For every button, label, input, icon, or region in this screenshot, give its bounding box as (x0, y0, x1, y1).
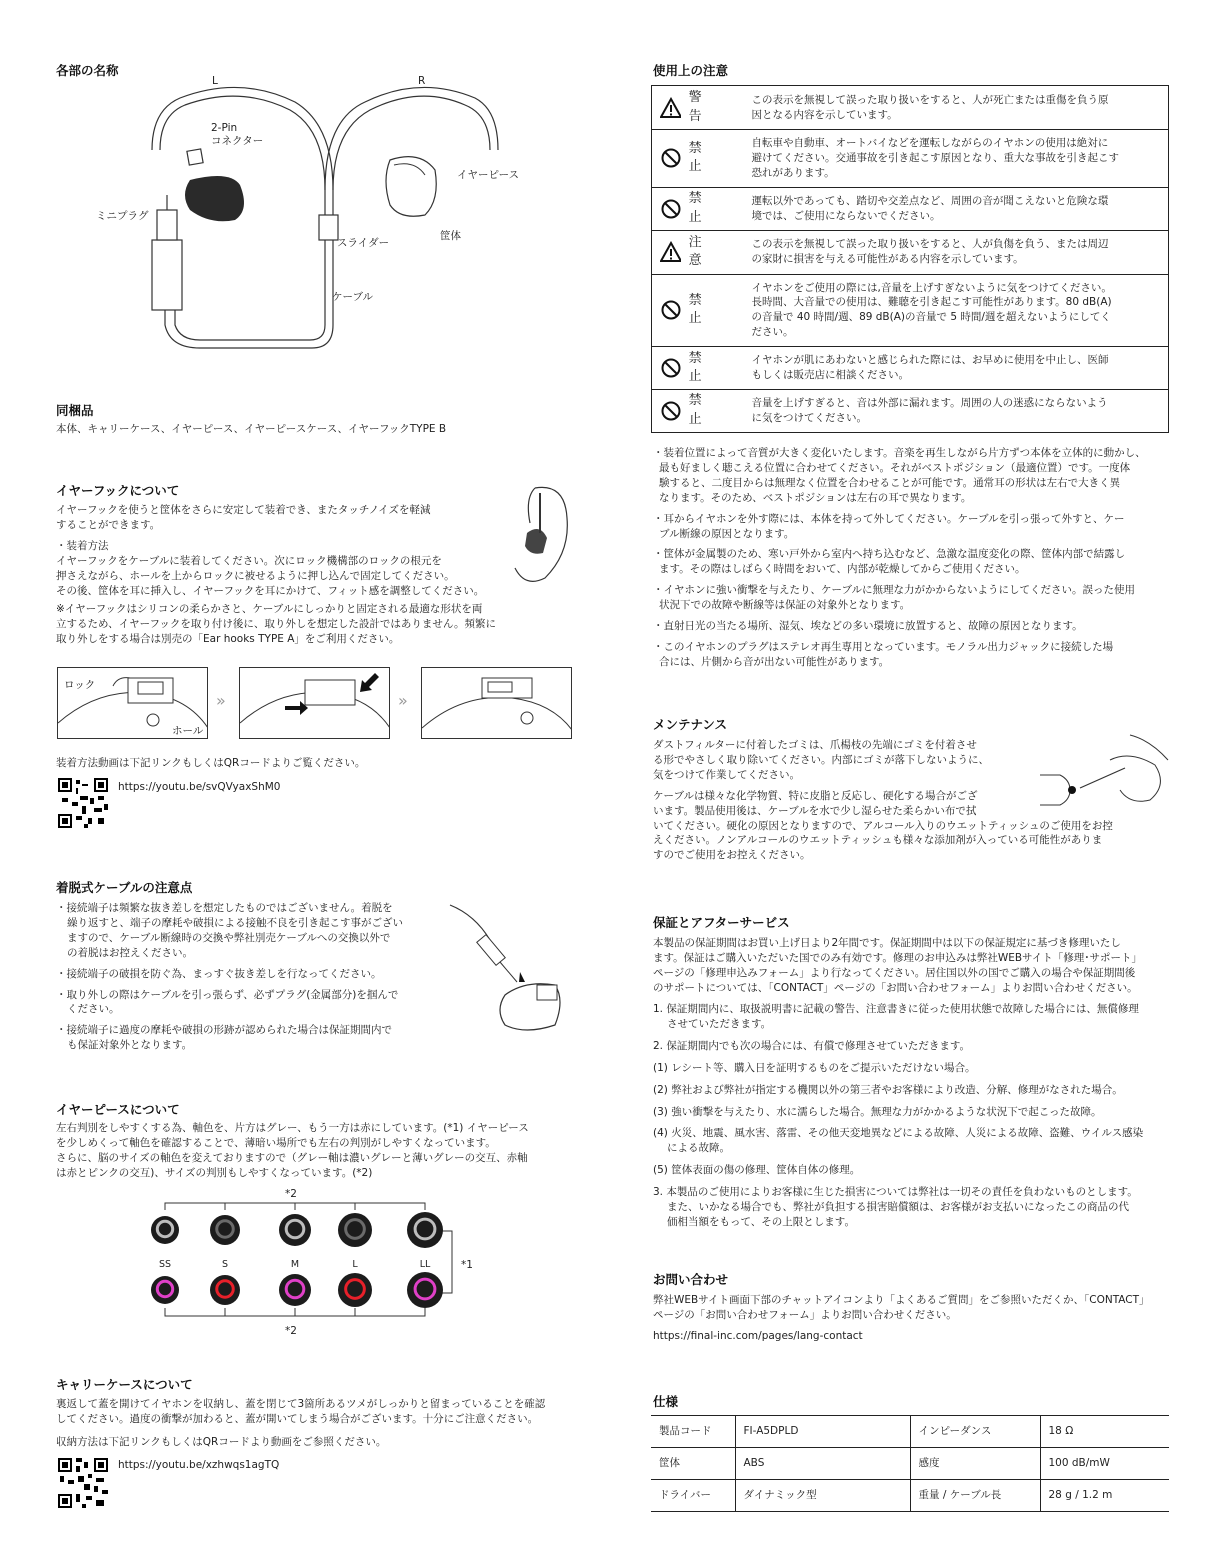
prohibited-icon (660, 299, 681, 321)
contact-url[interactable]: https://final-inc.com/pages/lang-contact (653, 1329, 863, 1342)
carry-text-2: してください。過度の衝撃が加わると、蓋が開いてしまう場合がございます。十分にご注意ください。 (56, 1412, 539, 1425)
note1-label: *1 (461, 1259, 473, 1271)
caution-row (652, 347, 1169, 390)
usage-note-line: ます。その際はしばらく時間をおいて、内部が乾燥してからご使用ください。 (659, 563, 1026, 576)
method-title: ・装着方法 (56, 539, 109, 552)
warranty-items (653, 1002, 1178, 1237)
caution-text-line: 運転以外であっても、踏切や交差点など、周囲の音が聞こえないと危険な環 (751, 194, 1109, 207)
usage-note-line: 験すると、二度目からは無理なく位置を合わせることが可能です。通常耳の形状は左右で大きく異 (659, 476, 1121, 489)
warranty-item-line: (2) 弊社および弊社が指定する機関以外の第三者やお客様により改造、分解、修理がなされた場合。 (653, 1083, 1123, 1096)
warranty-item-line: (5) 筐体表面の傷の修理、筐体自体の修理。 (653, 1164, 861, 1177)
spec-cell: ドライバー (651, 1480, 735, 1512)
spec-row (651, 1448, 1169, 1480)
warranty-item-line: また、いかなる場合でも、弊社が負担する損害賠償額は、お客様がお支払いになったこの商品の代 (667, 1201, 1129, 1214)
spec-table (651, 1415, 1169, 1512)
warranty-item (653, 1105, 1178, 1120)
warning-icon (660, 241, 681, 263)
usage-notes (653, 446, 1173, 676)
maintenance-illustration (1030, 730, 1170, 820)
maint-p1-3: 気をつけて作業してください。 (653, 768, 800, 781)
caution-text-line: に気をつけてください。 (751, 411, 867, 424)
step-arrow-2: » (398, 691, 408, 710)
warranty-item (653, 1039, 1178, 1054)
eartip-red-s (210, 1275, 240, 1305)
caution-row (652, 230, 1169, 274)
warranty-item-line: による故障。 (667, 1142, 730, 1155)
caution-text-line: イヤホンをご使用の際には,音量を上げすぎないように気をつけてください。 (751, 281, 1112, 294)
usage-note (653, 619, 1173, 634)
warranty-intro-1: 本製品の保証期間はお買い上げ日より2年間です。保証期間中は以下の保証規定に基づき修理いたし (653, 937, 1121, 949)
caution-text-cell (744, 274, 1169, 347)
usage-note-line: ・直射日光の当たる場所、湿気、埃などの多い環境に放置すると、故障の原因となります。 (653, 620, 1083, 633)
caution-text-cell (744, 130, 1169, 188)
miniplug-label: ミニプラグ (96, 210, 149, 222)
warranty-item-line: 1. 保証期間内に、取扱説明書に記載の警告、注意書きに従った使用状態で故障した場合には、無償修理 (653, 1003, 1139, 1015)
usage-title: 使用上の注意 (653, 63, 729, 78)
cable-item-1c: ますので、ケーブル断線時の交換や弊社別売ケーブルへの交換以外で (67, 931, 391, 944)
eartips-text-2: を少しめくって軸色を確認することで、薄暗い場所でも左右の判別がしやすくなっています。 (56, 1136, 496, 1149)
caution-text-line: 音量を上げすぎると、音は外部に漏れます。周囲の人の迷惑にならないよう (751, 396, 1108, 409)
caution-label-cell (652, 187, 744, 230)
spec-row (651, 1480, 1169, 1512)
usage-note (653, 547, 1173, 577)
eartip-gray-ss (151, 1216, 179, 1244)
earhook-step-2 (239, 667, 390, 739)
size-label-l: L (352, 1259, 358, 1270)
caution-label-cell (652, 347, 744, 390)
cable-item-1a: ・接続端子は頻繁な抜き差しを想定したものではございません。着脱を (56, 902, 393, 914)
cable-connector-illustration (445, 900, 575, 1040)
usage-note-line: ・筐体が金属製のため、寒い戸外から室内へ持ち込むなど、急激な温度変化の際、筐体内部で結露し (653, 548, 1126, 561)
usage-note (653, 640, 1173, 670)
warranty-item-line: 3. 本製品のご使用によりお客様に生じた損害については弊社は一切その責任を負わないものとします。 (653, 1186, 1138, 1199)
caution-text-line: この表示を無視して誤った取り扱いをすると、人が死亡または重傷を負う原 (751, 93, 1109, 106)
prohibited-icon (660, 400, 681, 422)
usage-note-line: 合には、片側から音が出ない可能性があります。 (659, 655, 890, 668)
ear-hook-ear-illustration (505, 478, 575, 593)
earpiece-label: イヤーピース (457, 169, 520, 181)
earhook-video-text: 装着方法動画は下記リンクもしくはQRコードよりご覧ください。 (56, 757, 366, 769)
eartips-text-4: は赤とピンクの交互)、サイズの判別もしやすくなっています。(*2) (56, 1166, 373, 1179)
maint-p2-4: えください。ノンアルコールのウエットティッシュも様々な添加剤が入っている可能性がありま (653, 834, 1103, 847)
warning-icon (660, 97, 681, 119)
caution-row (652, 86, 1169, 130)
caution-label-cell (652, 230, 744, 274)
method-line-1: イヤーフックをケーブルに装着してください。次にロック機構部のロックの根元を (56, 554, 442, 567)
carry-text-1: 裏返して蓋を開けてイヤホンを収納し、蓋を閉じて3箇所あるツメがしっかりと留まっていることを確認 (56, 1398, 546, 1410)
spec-cell: インピーダンス (910, 1416, 1040, 1448)
earhook-intro-1: イヤーフックを使うと筐体をさらに安定して装着でき、またタッチノイズを軽減 (56, 504, 431, 516)
eartip-gray-m (279, 1214, 311, 1246)
qr-code-carry[interactable] (58, 1458, 108, 1508)
note-line-3: 取り外しをする場合は別売の「Ear hooks TYPE A」をご利用ください。 (56, 633, 400, 646)
housing-label: 筐体 (440, 230, 461, 242)
caution-text-line: 長時間、大音量での使用は、難聴を引き起こす可能性があります。80 dB(A) (751, 296, 1112, 309)
usage-note-line: ブル断線の原因となります。 (659, 527, 795, 540)
caution-text-line: の音量で 40 時間/週、89 dB(A)の音量で 5 時間/週を超えないようにしてく (751, 311, 1111, 324)
eartip-gray-s (210, 1215, 240, 1245)
carry-title: キャリーケースについて (56, 1377, 193, 1392)
caution-text-line: の家財に損害を与える可能性がある内容を示しています。 (751, 253, 1024, 266)
warranty-item-line: (3) 強い衝撃を与えたり、水に濡らした場合。無理な力がかかるような状況下で起こった故障。 (653, 1105, 1102, 1118)
caution-text-line: 自転車や自動車、オートバイなどを運転しながらのイヤホンの使用は絶対に (751, 137, 1109, 149)
cable-item-1b: 繰り返すと、端子の摩耗や破損による接触不良を引き起こす事がござい (67, 916, 403, 929)
caution-label: 警告 (688, 90, 714, 124)
warranty-title: 保証とアフターサービス (653, 915, 790, 930)
spec-cell: ABS (735, 1448, 910, 1480)
right-label: R (418, 75, 426, 87)
warranty-item-line: (4) 火災、地震、風水害、落雷、その他天変地異などによる故障、人災による故障、盗難、ウイルス感染 (653, 1127, 1144, 1140)
maint-p2-5: すのでご使用をお控えください。 (653, 849, 811, 862)
earhook-title: イヤーフックについて (56, 483, 180, 498)
size-label-ss: SS (158, 1259, 172, 1270)
spec-cell: 18 Ω (1040, 1416, 1169, 1448)
usage-note-line: ・イヤホンに強い衝撃を与えたり、ケーブルに無理な力がかからないようにしてください。誤った使用 (653, 584, 1136, 597)
note-line-1: ※イヤーフックはシリコンの柔らかさと、ケーブルにしっかりと固定される最適な形状を両 (56, 603, 483, 616)
eartips-title: イヤーピースについて (56, 1102, 180, 1117)
warranty-item (653, 1002, 1178, 1032)
caution-label: 注意 (688, 234, 714, 269)
caution-label-cell (652, 274, 744, 347)
warranty-item (653, 1126, 1178, 1156)
caution-text-cell (744, 389, 1169, 432)
cable-label: ケーブル (332, 291, 374, 303)
eartips-text-3: さらに、脳のサイズの軸色を変えておりますので（グレー軸は濃いグレーと薄いグレーの交互、赤軸 (56, 1151, 528, 1164)
eartip-gray-l (338, 1213, 372, 1247)
eartip-red-m (279, 1274, 311, 1306)
left-label: L (212, 75, 218, 87)
size-label-row (140, 1258, 470, 1272)
warranty-intro-2: ます。保証はご購入いただいた国でのみ有効です。修理のお申込みは弊社WEBサイト「修理･サポート」 (653, 951, 1143, 964)
eartips-text-1: 左右判別をしやすくする為、軸色を、片方はグレー、もう一方は赤にしています。(*1) イヤーピース (56, 1122, 529, 1134)
earhook-intro-2: することができます。 (56, 518, 161, 531)
caution-text-cell (744, 187, 1169, 230)
slider-label: スライダー (337, 237, 390, 249)
contents-text: 本体、キャリーケース、イヤーピース、イヤーピースケース、イヤーフックTYPE B (56, 423, 447, 435)
prohibited-icon (660, 147, 681, 169)
warranty-item-line: (1) レシート等、購入日を証明するものをご提示いただけない場合。 (653, 1061, 976, 1074)
warranty-item (653, 1083, 1178, 1098)
prohibited-icon (660, 357, 681, 379)
warranty-item (653, 1185, 1178, 1230)
connector-label-1: 2-Pin (211, 122, 238, 134)
warranty-item-line: させていただきます。 (667, 1017, 772, 1030)
warranty-item-line: 価相当額をもって、その上限とします。 (667, 1215, 855, 1228)
caution-text-line: 境では、ご使用にならないでください。 (751, 209, 941, 222)
caution-label-cell (652, 389, 744, 432)
spec-cell: 製品コード (651, 1416, 735, 1448)
caution-text-cell (744, 86, 1169, 130)
method-line-3: その後、筐体を耳に挿入し、イヤーフックを耳にかけて、フィット感を調整してください。 (56, 584, 485, 597)
usage-note-line: ・耳からイヤホンを外す際には、本体を持って外してください。ケーブルを引っ張って外すと、ケー (653, 512, 1125, 525)
cable-item-3a: ・取り外しの際はケーブルを引っ張らず、必ずプラグ(金属部分)を掴んで (56, 988, 399, 1001)
carry-video-text: 収納方法は下記リンクもしくはQRコードより動画をご参照ください。 (56, 1435, 387, 1448)
warranty-item-line: 2. 保証期間内でも次の場合には、有償で修理させていただきます。 (653, 1039, 971, 1052)
eartip-red-l (338, 1273, 372, 1307)
caution-text-line: ださい。 (751, 326, 794, 339)
eartip-red-ll (407, 1272, 443, 1308)
caution-table (651, 85, 1169, 433)
spec-title: 仕様 (653, 1394, 679, 1409)
maint-p2-1: ケーブルは様々な化学物質、特に皮脂と反応し、硬化する場合がござ (653, 789, 978, 802)
spec-cell: 筐体 (651, 1448, 735, 1480)
caution-label-cell (652, 130, 744, 188)
caution-row (652, 274, 1169, 347)
caution-text-cell (744, 230, 1169, 274)
size-label-ll: LL (419, 1259, 431, 1270)
maint-p2-3: いてください。硬化の原因となりますので、アルコール入りのウエットティッシュのご使用をお控 (653, 819, 1113, 832)
spec-cell: FI-A5DPLD (735, 1416, 910, 1448)
warranty-item (653, 1163, 1178, 1178)
lock-label: ロック (64, 679, 96, 691)
caution-text-line: 避けてください。交通事故を引き起こす原因となり、重大な事故を引き起こす (751, 151, 1119, 164)
step-arrow-1: » (216, 691, 226, 710)
cable-item-3b: ください。 (67, 1003, 120, 1016)
caution-row (652, 187, 1169, 230)
warranty-item (653, 1061, 1178, 1076)
maint-p2-2: います。製品使用後は、ケーブルを水で少し湿らせた柔らかい布で拭 (653, 804, 977, 817)
caution-label-cell (652, 86, 744, 130)
note-line-2: 立するため、イヤーフックを取り付け後に、取り外しを想定した設計ではありません。頻繁に (56, 618, 496, 631)
caution-text-line: 恐れがあります。 (751, 166, 835, 179)
qr-code-earhook[interactable] (58, 778, 108, 828)
size-label-s: S (221, 1259, 229, 1270)
maint-p1-1: ダストフィルターに付着したゴミは、爪楊枝の先端にゴミを付着させ (653, 739, 977, 751)
usage-note-line: なります。そのため、ベストポジションは左右の耳で異なります。 (659, 491, 972, 504)
caution-text-line: イヤホンが肌にあわないと感じられた際には、お早めに使用を中止し、医師 (751, 354, 1109, 367)
caution-label: 禁止 (688, 140, 714, 175)
contents-title: 同梱品 (56, 403, 94, 418)
earhook-video-url[interactable]: https://youtu.be/svQVyaxShM0 (118, 781, 281, 793)
usage-note (653, 446, 1173, 506)
method-line-2: 押さえながら、ホールを上からロックに被せるように押し込んで固定してください。 (56, 569, 455, 582)
spec-row (651, 1416, 1169, 1448)
eartip-gray-ll (407, 1212, 443, 1248)
caution-label: 禁止 (688, 393, 714, 427)
cable-item-4b: も保証対象外となります。 (67, 1039, 193, 1052)
cable-title: 着脱式ケーブルの注意点 (56, 880, 193, 895)
caution-label: 禁止 (688, 191, 714, 225)
maint-title: メンテナンス (653, 717, 728, 732)
warranty-intro-3: ページの「修理申込みフォーム」より行なってください。居住国以外の国でご購入の場合や保証期間後 (653, 966, 1136, 979)
cable-item-2: ・接続端子の破損を防ぐ為、まっすぐ抜き差しを行なってください。 (56, 967, 382, 980)
spec-cell: 重量 / ケーブル長 (910, 1480, 1040, 1512)
carry-video-url[interactable]: https://youtu.be/xzhwqs1agTQ (118, 1459, 280, 1471)
caution-text-cell (744, 347, 1169, 390)
caution-text-line: もしくは販売店に相談ください。 (751, 369, 909, 382)
hole-label: ホール (172, 725, 204, 737)
usage-note-line: 状況下での故障や断線等は保証の対象外となります。 (659, 599, 911, 612)
caution-text-line: この表示を無視して誤った取り扱いをすると、人が負傷を負う、または周辺 (751, 238, 1109, 251)
usage-note-line: ・このイヤホンのプラグはステレオ再生専用となっています。モノラル出力ジャックに接続した場 (653, 640, 1114, 653)
contact-text-2: ページの「お問い合わせフォーム」よりお問い合わせください。 (653, 1308, 957, 1321)
spec-cell: 100 dB/mW (1040, 1448, 1169, 1480)
caution-text-line: 因となる内容を示しています。 (751, 108, 898, 121)
note2-top: *2 (285, 1188, 297, 1200)
caution-row (652, 389, 1169, 432)
size-label-m: M (290, 1259, 300, 1270)
contact-text-1: 弊社WEBサイト画面下部のチャットアイコンより「よくあるご質問」をご参照いただくか、「CONTACT」 (653, 1294, 1150, 1306)
cable-item-1d: の着脱はお控えください。 (67, 946, 193, 959)
cable-item-4a: ・接続端子に過度の摩耗や破損の形跡が認められた場合は保証期間内で (56, 1024, 392, 1037)
caution-label: 禁止 (688, 292, 714, 327)
spec-cell: 感度 (910, 1448, 1040, 1480)
spec-cell: 28 g / 1.2 m (1040, 1480, 1169, 1512)
earphone-parts-diagram (90, 70, 560, 360)
contact-title: お問い合わせ (653, 1272, 729, 1287)
note2-bottom: *2 (285, 1325, 297, 1337)
parts-title: 各部の名称 (56, 63, 119, 78)
usage-note-line: ・装着位置によって音質が大きく変化いたします。音楽を再生しながら片方ずつ本体を立体的に動かし、 (653, 447, 1146, 459)
maint-p1-2: る形でやさしく取り除いてください。内部にゴミが落下しないように、 (653, 753, 989, 766)
usage-note (653, 583, 1173, 613)
cable-list (56, 901, 456, 1053)
earhook-step-3 (421, 667, 572, 739)
connector-label-2: コネクター (211, 134, 264, 147)
prohibited-icon (660, 198, 681, 220)
caution-label: 禁止 (688, 350, 714, 385)
eartip-red-ss (151, 1276, 179, 1304)
caution-row (652, 130, 1169, 188)
usage-note-line: 最も好ましく聴こえる位置に合わせてください。それがベストポジション（最適位置）です。一度体 (659, 461, 1131, 474)
usage-note (653, 512, 1173, 542)
warranty-intro-4: のサポートについては、「CONTACT」ページの「お問い合わせフォーム」よりお問い合わせください。 (653, 981, 1138, 994)
spec-cell: ダイナミック型 (735, 1480, 910, 1512)
